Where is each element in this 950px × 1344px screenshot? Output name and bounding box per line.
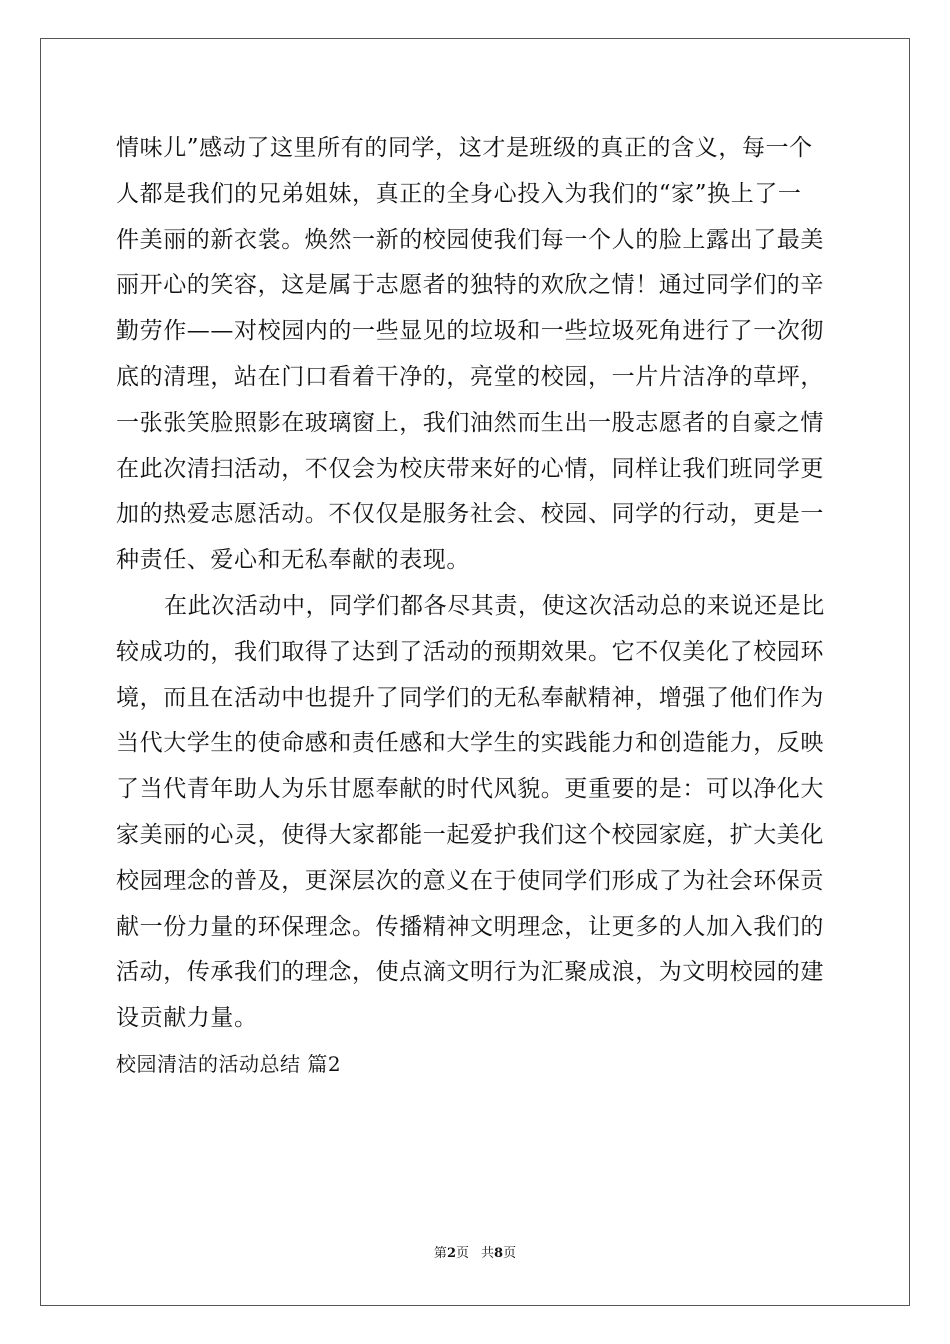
text-line: 情味儿”感动了这里所有的同学，这才是班级的真正的含义，每一个 — [116, 135, 813, 161]
text-line: 勤劳作——对校园内的一些显见的垃圾和一些垃圾死角进行了一次彻 — [116, 318, 824, 345]
page-footer — [0, 1242, 950, 1261]
paragraph-start-line: 在此次活动中，同学们都各尽其责，使这次活动总的来说还是比 — [164, 592, 825, 619]
text-line: 献一份力量的环保理念。传播精神文明理念，让更多的人加入我们的 — [116, 913, 824, 940]
text-line: 种责任、爱心和无私奉献的表现。 — [116, 547, 470, 574]
footer-page-suffix: 页 — [455, 1246, 469, 1261]
footer-page-number: 2 — [446, 1246, 456, 1261]
section-heading: 校园清洁的活动总结 篇2 — [116, 1051, 342, 1076]
text-line: 了当代青年助人为乐甘愿奉献的时代风貌。更重要的是：可以净化大 — [116, 776, 824, 803]
text-line: 境，而且在活动中也提升了同学们的无私奉献精神，增强了他们作为 — [116, 684, 824, 711]
footer-total-suffix: 页 — [503, 1246, 517, 1261]
text-line: 件美丽的新衣裳。焕然一新的校园使我们每一个人的脸上露出了最美 — [116, 226, 824, 253]
footer-prefix: 第 — [433, 1246, 447, 1261]
text-line: 活动，传承我们的理念，使点滴文明行为汇聚成浪，为文明校园的建 — [116, 959, 824, 986]
text-line: 丽开心的笑容，这是属于志愿者的独特的欢欣之情！通过同学们的辛 — [116, 272, 824, 299]
footer-total-pages: 8 — [494, 1246, 504, 1261]
text-line: 校园理念的普及，更深层次的意义在于使同学们形成了为社会环保贡 — [116, 867, 824, 894]
text-line: 家美丽的心灵，使得大家都能一起爱护我们这个校园家庭，扩大美化 — [116, 821, 824, 848]
text-line: 在此次清扫活动，不仅会为校庆带来好的心情，同样让我们班同学更 — [116, 455, 824, 482]
text-line: 人都是我们的兄弟姐妹，真正的全身心投入为我们的“家”换上了一 — [116, 180, 802, 207]
footer-total-prefix: 共 — [481, 1246, 495, 1261]
text-line: 设贡献力量。 — [116, 1005, 258, 1032]
document-body — [116, 126, 834, 1088]
text-line: 一张张笑脸照影在玻璃窗上，我们油然而生出一股志愿者的自豪之情 — [116, 409, 824, 436]
text-line: 较成功的，我们取得了达到了活动的预期效果。它不仅美化了校园环 — [116, 638, 824, 665]
text-line: 底的清理，站在门口看着干净的，亮堂的校园，一片片洁净的草坪， — [116, 363, 824, 390]
text-line: 加的热爱志愿活动。不仅仅是服务社会、校园、同学的行动，更是一 — [116, 501, 824, 528]
text-line: 当代大学生的使命感和责任感和大学生的实践能力和创造能力，反映 — [116, 730, 824, 757]
